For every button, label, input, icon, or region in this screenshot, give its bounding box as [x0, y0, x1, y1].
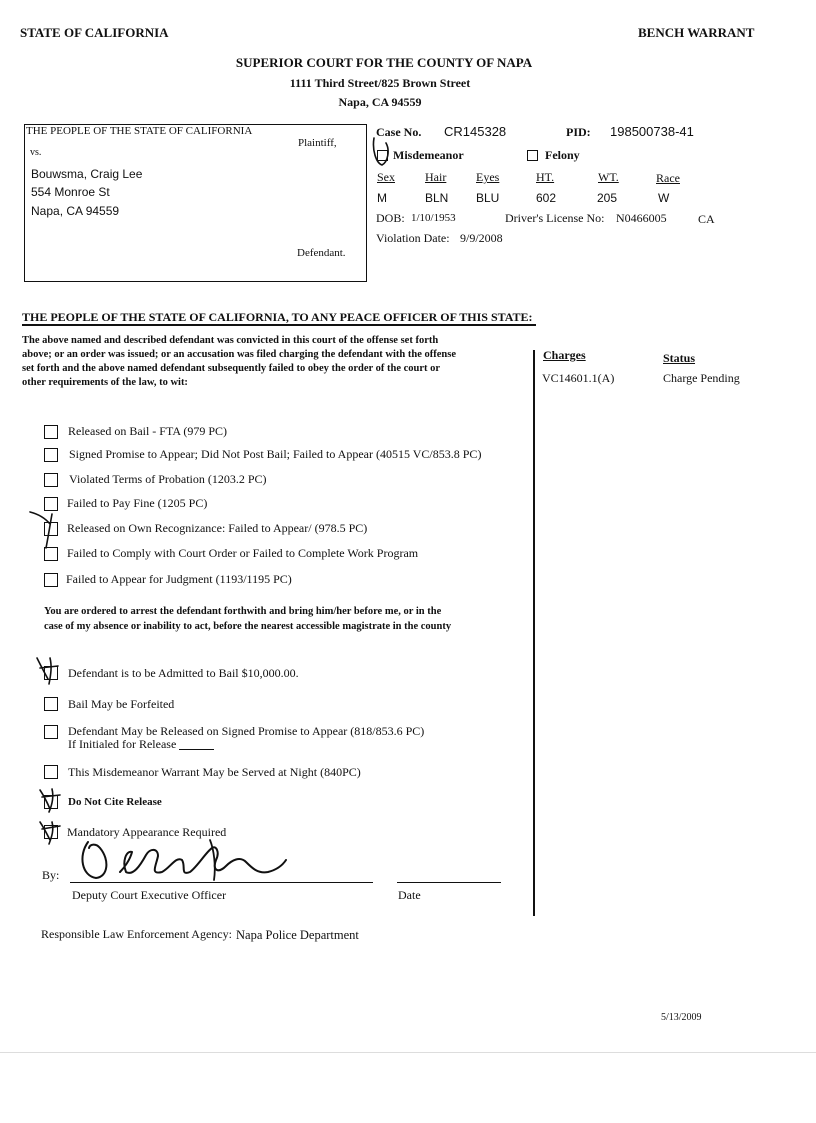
agency-label: Responsible Law Enforcement Agency: — [41, 927, 232, 941]
mandatory-check-mark — [40, 822, 60, 844]
dl-value: N0466005 — [616, 211, 667, 225]
initialed-label: If Initialed for Release — [68, 737, 177, 751]
footer-date: 5/13/2009 — [661, 1012, 702, 1023]
dob-label: DOB: — [376, 211, 405, 225]
violation-date: 9/9/2008 — [460, 231, 503, 245]
order-para-line: set forth and the above named defendant subsequently failed to obey the order of the court or — [22, 363, 441, 374]
sex-header: Sex — [377, 170, 395, 184]
charge-status: Charge Pending — [663, 371, 740, 385]
charges-header: Charges — [543, 348, 586, 362]
race-value: W — [658, 191, 670, 205]
order-para-line: other requirements of the law, to wit: — [22, 377, 188, 388]
dl-label: Driver's License No: — [505, 211, 605, 225]
deputy-label: Deputy Court Executive Officer — [72, 888, 227, 902]
signature-flourish — [210, 840, 215, 880]
no-cite-check-mark — [40, 789, 60, 812]
ht-value: 602 — [536, 191, 557, 205]
ht-header: HT. — [536, 170, 555, 184]
hair-value: BLN — [425, 191, 449, 205]
court-address-2: Napa, CA 94559 — [338, 95, 422, 109]
court-name: SUPERIOR COURT FOR THE COUNTY OF NAPA — [235, 55, 533, 70]
wt-value: 205 — [597, 191, 618, 205]
dob-value: 1/10/1953 — [411, 212, 456, 224]
reason-label: Failed to Pay Fine (1205 PC) — [67, 496, 208, 510]
eyes-header: Eyes — [476, 170, 500, 184]
pid: 198500738-41 — [610, 124, 694, 139]
charge-code: VC14601.1(A) — [542, 371, 615, 385]
violation-date-label: Violation Date: — [376, 231, 450, 245]
felony-label: Felony — [545, 148, 580, 162]
condition-label: This Misdemeanor Warrant May be Served at Night (840PC) — [68, 765, 361, 779]
state-title: STATE OF CALIFORNIA — [20, 25, 169, 40]
plaintiff-label: Plaintiff, — [298, 137, 337, 149]
plaintiff-name: THE PEOPLE OF THE STATE OF CALIFORNIA — [26, 125, 253, 137]
reason-label: Failed to Appear for Judgment (1193/1195 PC) — [66, 572, 292, 586]
reason-label: Released on Bail - FTA (979 PC) — [68, 424, 228, 438]
wt-header: WT. — [598, 170, 619, 184]
case-no-label: Case No. — [376, 125, 422, 139]
date-label: Date — [398, 888, 421, 902]
case-no: CR145328 — [444, 124, 507, 139]
status-header: Status — [663, 351, 696, 365]
race-header: Race — [656, 171, 680, 185]
own-recognizance-check-mark — [30, 512, 52, 548]
signature-mark — [82, 842, 286, 878]
pid-label: PID: — [566, 125, 591, 139]
misdemeanor-label: Misdemeanor — [393, 148, 464, 162]
reason-label: Failed to Comply with Court Order or Failed to Complete Work Program — [67, 546, 419, 560]
reason-label: Released on Own Recognizance: Failed to Appear/ (978.5 PC) — [67, 521, 368, 535]
hair-header: Hair — [425, 170, 447, 184]
condition-label: Defendant is to be Admitted to Bail $10,000.00. — [68, 666, 299, 680]
condition-label: Defendant May be Released on Signed Promise to Appear (818/853.6 PC) — [68, 724, 425, 738]
bail-amount-check-mark — [37, 658, 58, 684]
condition-label: Bail May be Forfeited — [68, 697, 175, 711]
reason-label: Violated Terms of Probation (1203.2 PC) — [69, 472, 267, 486]
court-address-1: 1111 Third Street/825 Brown Street — [289, 76, 471, 90]
order-heading: THE PEOPLE OF THE STATE OF CALIFORNIA, TO ANY PEACE OFFICER OF THIS STATE: — [22, 310, 533, 324]
order-para-line: above; or an order was issued; or an accusation was filed charging the defendant with the offense — [22, 349, 457, 360]
sex-value: M — [377, 191, 387, 205]
misdemeanor-check-mark — [373, 138, 388, 165]
condition-label: Mandatory Appearance Required — [67, 825, 227, 839]
dl-state: CA — [698, 212, 715, 226]
doc-type: BENCH WARRANT — [638, 25, 755, 40]
arrest-line: case of my absence or inability to act, before the nearest accessible magistrate in the county — [44, 621, 452, 632]
eyes-value: BLU — [476, 191, 500, 205]
arrest-line: You are ordered to arrest the defendant forthwith and bring him/her before me, or in the — [44, 606, 442, 617]
agency-name: Napa Police Department — [236, 928, 359, 942]
by-label: By: — [42, 868, 60, 882]
defendant-label: Defendant. — [297, 247, 346, 259]
reason-label: Signed Promise to Appear; Did Not Post Bail; Failed to Appear (40515 VC/853.8 PC) — [69, 447, 482, 461]
defendant-street: 554 Monroe St — [31, 185, 110, 199]
order-para-line: The above named and described defendant was convicted in this court of the offense set forth — [22, 335, 439, 346]
defendant-city: Napa, CA 94559 — [31, 204, 120, 218]
defendant-name: Bouwsma, Craig Lee — [31, 167, 143, 181]
condition-label: Do Not Cite Release — [68, 796, 162, 808]
vs-label: vs. — [30, 147, 42, 158]
